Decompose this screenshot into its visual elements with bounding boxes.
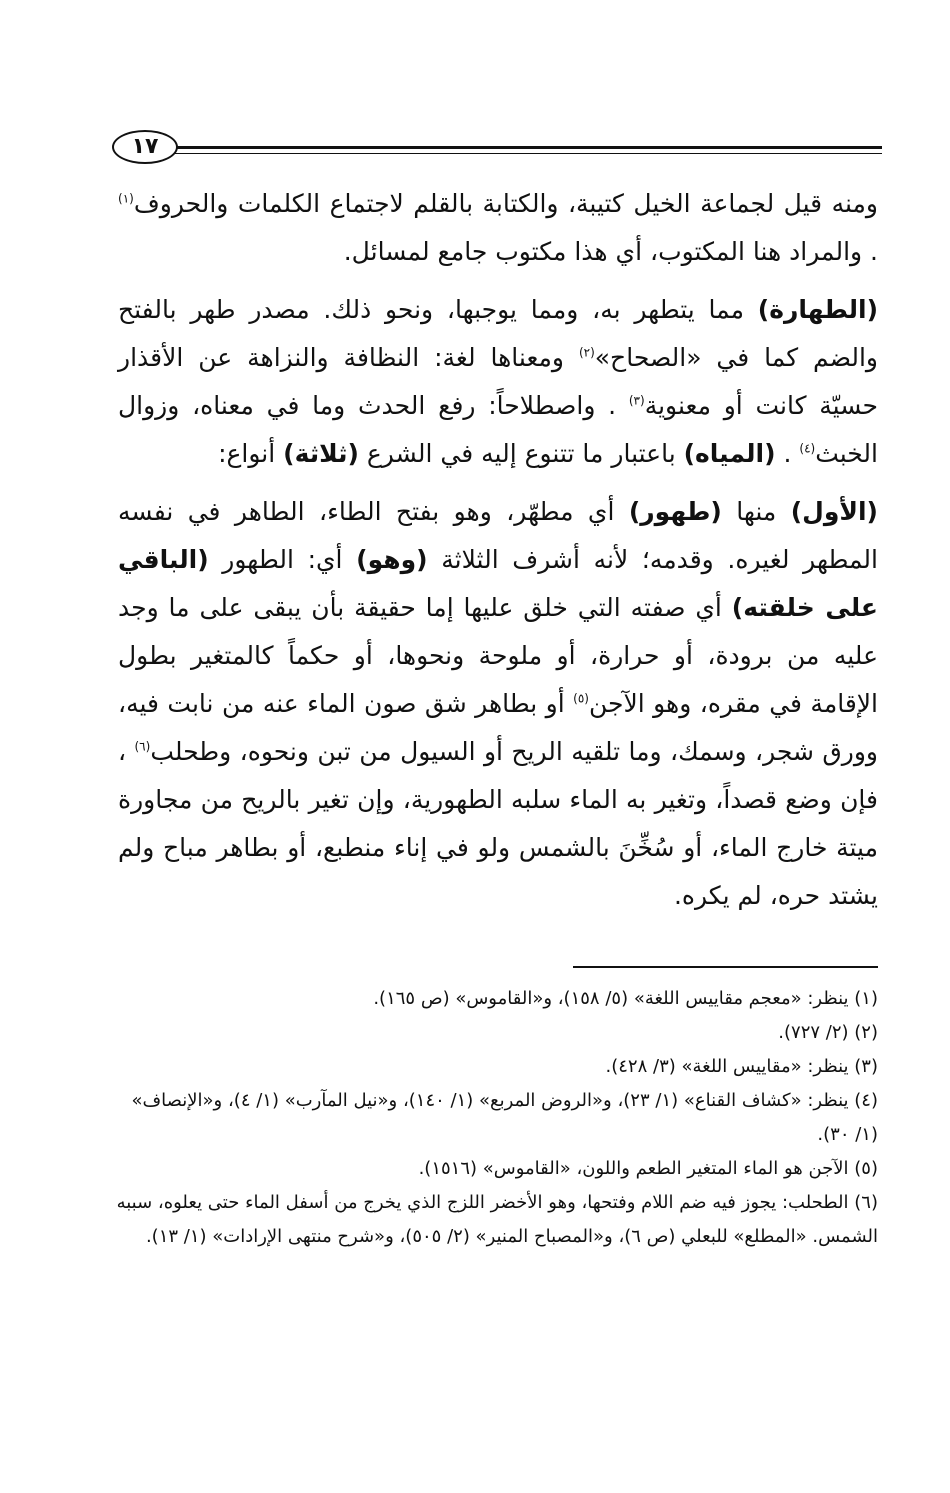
text-run: أي مطهّر، وهو بفتح الطاء، الطاهر في نفسه المطهر لغيره. وقدمه؛ لأنه أشرف الثلاثة (118, 497, 878, 574)
text-run: . واصطلاحاً: رفع الحدث وما في معناه، وزوال الخبث (118, 391, 878, 468)
term-tahara: (الطهارة) (757, 295, 878, 324)
footnote-ref-1: (١) (118, 191, 134, 206)
footnote-2: (٢) (٢/ ٧٢٧). (778, 1022, 878, 1043)
footnote-3: (٣) ينظر: «مقاييس اللغة» (٣/ ٤٢٨). (605, 1056, 878, 1077)
term-miyah: (المياه) (683, 439, 776, 468)
main-text (118, 180, 878, 920)
term-thalatha: (ثلاثة) (283, 439, 359, 468)
paragraph-2 (118, 286, 878, 478)
footnote-ref-4: (٤) (799, 441, 816, 456)
text-run: أنواع: (218, 439, 284, 468)
footnote-6: (٦) الطحلب: يجوز فيه ضم اللام وفتحها، وهو الأخضر اللزج الذي يخرج من أسفل الماء حتى يعلوه، سببه الشمس. «المطلع» للبعلي (ص ٦)، و«المصباح المنير» (٢/ ٥٠٥)، و«شرح منتهى الإرادات» (١/ ١٣). (116, 1192, 878, 1247)
text-run: ، فإن وضع قصداً، وتغير به الماء سلبه الطهورية، وإن تغير بالريح من مجاورة ميتة خارج الماء، أو سُخِّنَ بالشمس ولو في إناء منطبع، أو بطاهر مباح ولم يشتد حره، لم يكره. (118, 737, 878, 910)
text-run: باعتبار ما تتنوع إليه في الشرع (358, 439, 684, 468)
text-run: منها (721, 497, 791, 526)
footnote-ref-3: (٣) (628, 393, 645, 408)
footnote-5: (٥) الآجن هو الماء المتغير الطعم واللون، «القاموس» (١٥١٦). (418, 1158, 878, 1179)
footnote-4: (٤) ينظر: «كشاف القناع» (١/ ٢٣)، و«الروض المربع» (١/ ١٤٠)، و«نيل المآرب» (١/ ٤)، و«الإنصاف» (١/ ٣٠). (131, 1090, 878, 1145)
term-baqi: (الباقي على خلقته) (118, 545, 879, 622)
term-awwal: (الأول) (790, 497, 878, 526)
page-number: ١٧ (112, 130, 178, 164)
text-run: أو بطاهر شق صون الماء عنه من نابت فيه، وورق شجر، وسمك، وما تلقيه الريح أو السيول من تبن ونحوه، وطحلب (118, 689, 878, 766)
text-run: . (775, 439, 800, 468)
footnote-ref-6: (٦) (134, 739, 151, 754)
paragraph-3 (118, 488, 878, 920)
text-run: . والمراد هنا المكتوب، أي هذا مكتوب جامع لمسائل. (343, 237, 878, 266)
page-header (112, 128, 882, 176)
term-tahur: (طهور) (628, 497, 722, 526)
text-run: ومعناها لغة: النظافة والنزاهة عن الأقذار حسيّة كانت أو معنوية (118, 343, 878, 420)
header-rule (172, 146, 882, 149)
footnote-separator (573, 966, 878, 968)
footnote-1: (١) ينظر: «معجم مقاييس اللغة» (٥/ ١٥٨)، و«القاموس» (ص ١٦٥). (373, 988, 878, 1009)
header-rule-thin (172, 153, 882, 154)
footnote-ref-2: (٢) (578, 345, 595, 360)
text-run: مما يتطهر به، ومما يوجبها، ونحو ذلك. مصدر طهر بالفتح والضم كما في «الصحاح» (118, 295, 879, 372)
footnotes (110, 982, 878, 1254)
footnote-ref-5: (٥) (573, 691, 589, 706)
term-wahuwa: (وهو) (356, 545, 428, 574)
text-run: أي صفته التي خلق عليها إما حقيقة بأن يبقى على ما وجد عليه من برودة، أو حرارة، أو ملوحة ونحوها، أو حكماً كالمتغير بطول الإقامة في مقره، وهو الآجن (118, 593, 878, 718)
paragraph-1 (118, 180, 878, 276)
text-run: أي: الطهور (208, 545, 357, 574)
text-run: ومنه قيل لجماعة الخيل كتيبة، والكتابة بالقلم لاجتماع الكلمات والحروف (133, 189, 878, 218)
